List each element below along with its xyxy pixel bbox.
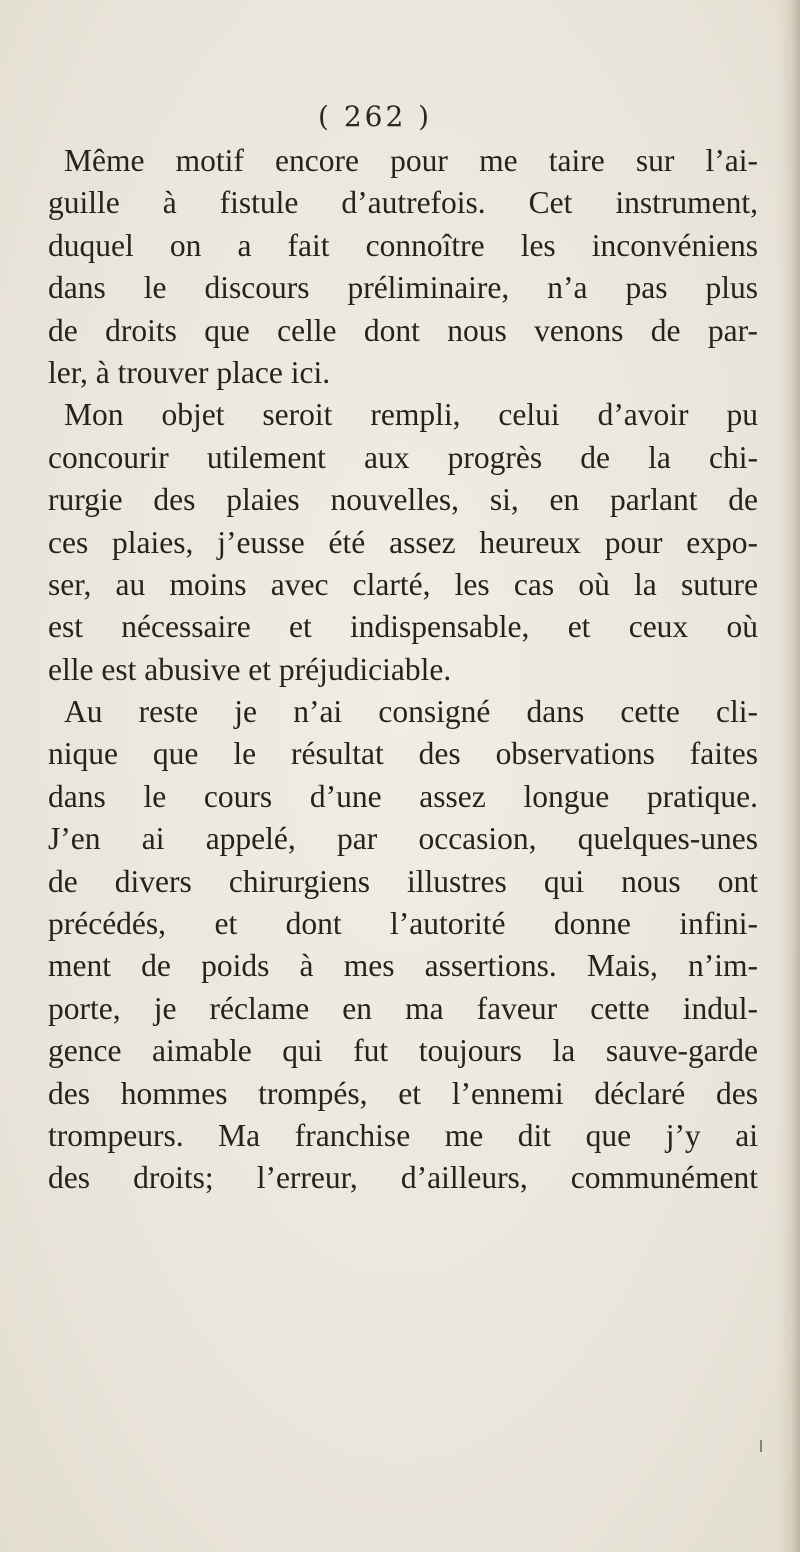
text-line: concourir utilement aux progrès de la chi-: [48, 439, 758, 475]
text-line: ser, au moins avec clarté, les cas où la suture: [48, 566, 758, 602]
text-line: de droits que celle dont nous venons de par-: [48, 312, 758, 348]
page-number: ( 262 ): [318, 100, 433, 133]
ink-mark: [760, 1440, 762, 1452]
text-line: porte, je réclame en ma faveur cette indul-: [48, 990, 758, 1026]
text-line: dans le discours préliminaire, n’a pas plus: [48, 270, 758, 306]
body-text: [48, 140, 758, 1200]
text-line: Même motif encore pour me taire sur l’ai-: [64, 143, 758, 178]
text-line: trompeurs. Ma franchise me dit que j’y ai: [48, 1117, 758, 1153]
text-line: des hommes trompés, et l’ennemi déclaré des: [48, 1075, 758, 1111]
text-line: guille à fistule d’autrefois. Cet instrument,: [48, 185, 758, 221]
text-line: rurgie des plaies nouvelles, si, en parlant de: [48, 482, 758, 518]
text-line: des droits; l’erreur, d’ailleurs, communément: [48, 1160, 758, 1196]
text-line: ces plaies, j’eusse été assez heureux pour expo-: [48, 524, 758, 560]
text-line: gence aimable qui fut toujours la sauve-garde: [48, 1033, 758, 1069]
text-line: Au reste je n’ai consigné dans cette cli-: [64, 694, 758, 730]
text-line: J’en ai appelé, par occasion, quelques-unes: [48, 821, 758, 857]
text-line: duquel on a fait connoître les inconvéniens: [48, 227, 758, 263]
text-line: Mon objet seroit rempli, celui d’avoir pu: [64, 397, 758, 433]
text-line: dans le cours d’une assez longue pratique.: [48, 778, 758, 814]
text-line: de divers chirurgiens illustres qui nous ont: [48, 863, 758, 899]
text-line: elle est abusive et préjudiciable.: [48, 651, 452, 687]
text-line: ment de poids à mes assertions. Mais, n’im-: [48, 948, 758, 984]
text-line: ler, à trouver place ici.: [48, 354, 331, 390]
page-edge-shadow: [778, 0, 800, 1552]
text-line: précédés, et dont l’autorité donne infini-: [48, 906, 758, 942]
text-line: est nécessaire et indispensable, et ceux où: [48, 609, 758, 645]
text-line: nique que le résultat des observations faites: [48, 736, 758, 772]
